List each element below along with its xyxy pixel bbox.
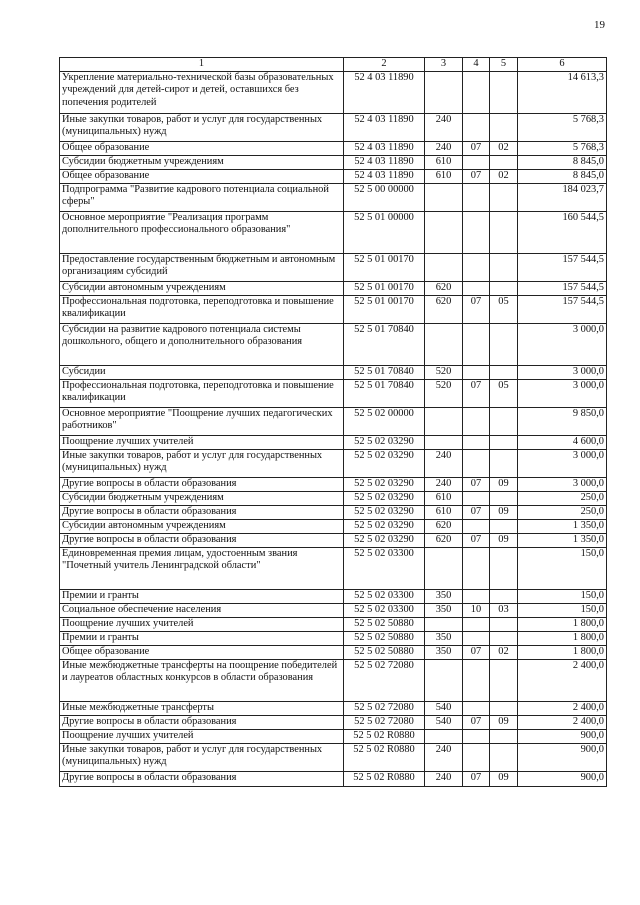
- row-subsection: [490, 701, 518, 715]
- row-expense-type: [425, 183, 463, 211]
- row-code: 52 4 03 11890: [344, 155, 425, 169]
- row-subsection: [490, 729, 518, 743]
- row-code: 52 5 01 70840: [344, 379, 425, 407]
- row-expense-type: 610: [425, 505, 463, 519]
- table-row: [60, 715, 607, 729]
- row-section: [463, 365, 490, 379]
- row-amount: 5 768,3: [518, 141, 607, 155]
- row-section: [463, 617, 490, 631]
- row-name: Другие вопросы в области образования: [60, 771, 344, 786]
- row-amount: 900,0: [518, 771, 607, 786]
- row-name: Предоставление государственным бюджетным и автономным организациям субсидий: [60, 253, 344, 281]
- row-name: Субсидии на развитие кадрового потенциала системы дошкольного, общего и дополнительного образования: [60, 323, 344, 365]
- row-expense-type: 350: [425, 631, 463, 645]
- row-name: Общее образование: [60, 645, 344, 659]
- column-header: 2: [344, 58, 425, 72]
- row-amount: 184 023,7: [518, 183, 607, 211]
- row-section: 07: [463, 169, 490, 183]
- row-amount: 1 350,0: [518, 519, 607, 533]
- row-name: Субсидии автономным учреждениям: [60, 281, 344, 295]
- row-section: [463, 743, 490, 771]
- table-row: [60, 547, 607, 589]
- row-code: 52 5 02 50880: [344, 631, 425, 645]
- row-amount: 150,0: [518, 547, 607, 589]
- row-name: Другие вопросы в области образования: [60, 715, 344, 729]
- table-row: [60, 701, 607, 715]
- row-section: [463, 547, 490, 589]
- row-amount: 2 400,0: [518, 715, 607, 729]
- row-subsection: 09: [490, 715, 518, 729]
- row-subsection: 02: [490, 141, 518, 155]
- row-subsection: 09: [490, 505, 518, 519]
- row-expense-type: 520: [425, 379, 463, 407]
- column-header: 1: [60, 58, 344, 72]
- row-amount: 14 613,3: [518, 71, 607, 113]
- row-code: 52 5 02 72080: [344, 659, 425, 701]
- table-row: [60, 771, 607, 786]
- row-amount: 1 800,0: [518, 645, 607, 659]
- row-section: [463, 407, 490, 435]
- table-row: [60, 491, 607, 505]
- row-code: 52 5 02 03290: [344, 533, 425, 547]
- row-expense-type: 350: [425, 589, 463, 603]
- row-subsection: [490, 617, 518, 631]
- row-amount: 250,0: [518, 505, 607, 519]
- row-name: Субсидии: [60, 365, 344, 379]
- table-row: [60, 295, 607, 323]
- page-number: 19: [594, 19, 605, 31]
- row-name: Единовременная премия лицам, удостоенным звания "Почетный учитель Ленинградской области": [60, 547, 344, 589]
- budget-table: [59, 57, 607, 787]
- row-expense-type: 610: [425, 491, 463, 505]
- row-section: 07: [463, 477, 490, 491]
- table-row: [60, 589, 607, 603]
- row-section: [463, 281, 490, 295]
- column-header: 6: [518, 58, 607, 72]
- row-code: 52 5 01 00170: [344, 281, 425, 295]
- table-header-row: [60, 58, 607, 72]
- row-code: 52 5 02 72080: [344, 701, 425, 715]
- row-name: Профессиональная подготовка, переподготовка и повышение квалификации: [60, 379, 344, 407]
- row-section: [463, 589, 490, 603]
- row-name: Иные межбюджетные трансферты на поощрение победителей и лауреатов областных конкурсов в области образования: [60, 659, 344, 701]
- row-amount: 1 800,0: [518, 617, 607, 631]
- row-expense-type: [425, 659, 463, 701]
- row-amount: 160 544,5: [518, 211, 607, 253]
- row-section: [463, 449, 490, 477]
- row-subsection: 09: [490, 771, 518, 786]
- row-code: 52 5 02 03300: [344, 589, 425, 603]
- table-row: [60, 253, 607, 281]
- row-subsection: 02: [490, 169, 518, 183]
- table-row: [60, 183, 607, 211]
- table-row: [60, 435, 607, 449]
- row-expense-type: 240: [425, 477, 463, 491]
- row-section: 07: [463, 379, 490, 407]
- row-code: 52 5 00 00000: [344, 183, 425, 211]
- row-expense-type: 540: [425, 701, 463, 715]
- row-amount: 900,0: [518, 729, 607, 743]
- table-row: [60, 603, 607, 617]
- row-name: Поощрение лучших учителей: [60, 435, 344, 449]
- row-section: 07: [463, 505, 490, 519]
- row-code: 52 5 02 50880: [344, 617, 425, 631]
- row-expense-type: 610: [425, 169, 463, 183]
- row-section: [463, 729, 490, 743]
- row-subsection: [490, 183, 518, 211]
- row-name: Социальное обеспечение населения: [60, 603, 344, 617]
- row-section: [463, 519, 490, 533]
- row-section: 07: [463, 533, 490, 547]
- row-code: 52 4 03 11890: [344, 169, 425, 183]
- row-code: 52 5 02 03290: [344, 519, 425, 533]
- row-code: 52 5 02 03290: [344, 435, 425, 449]
- row-expense-type: 620: [425, 533, 463, 547]
- row-name: Профессиональная подготовка, переподготовка и повышение квалификации: [60, 295, 344, 323]
- row-amount: 157 544,5: [518, 253, 607, 281]
- row-name: Поощрение лучших учителей: [60, 729, 344, 743]
- row-name: Другие вопросы в области образования: [60, 505, 344, 519]
- row-code: 52 5 01 70840: [344, 323, 425, 365]
- row-name: Премии и гранты: [60, 589, 344, 603]
- row-name: Другие вопросы в области образования: [60, 477, 344, 491]
- row-amount: 3 000,0: [518, 477, 607, 491]
- row-expense-type: 620: [425, 295, 463, 323]
- row-expense-type: 240: [425, 449, 463, 477]
- row-code: 52 4 03 11890: [344, 113, 425, 141]
- table-row: [60, 155, 607, 169]
- row-code: 52 5 01 00170: [344, 253, 425, 281]
- row-expense-type: 240: [425, 141, 463, 155]
- row-subsection: [490, 547, 518, 589]
- row-amount: 1 800,0: [518, 631, 607, 645]
- row-expense-type: 520: [425, 365, 463, 379]
- row-expense-type: 240: [425, 771, 463, 786]
- row-subsection: [490, 113, 518, 141]
- row-section: [463, 211, 490, 253]
- row-expense-type: [425, 71, 463, 113]
- table-row: [60, 323, 607, 365]
- row-subsection: 09: [490, 533, 518, 547]
- row-code: 52 5 02 00000: [344, 407, 425, 435]
- table-row: [60, 71, 607, 113]
- table-row: [60, 533, 607, 547]
- table-row: [60, 365, 607, 379]
- row-expense-type: [425, 211, 463, 253]
- row-code: 52 5 02 03300: [344, 603, 425, 617]
- row-section: 07: [463, 771, 490, 786]
- row-amount: 1 350,0: [518, 533, 607, 547]
- row-code: 52 5 02 R0880: [344, 743, 425, 771]
- table-row: [60, 113, 607, 141]
- row-section: 07: [463, 715, 490, 729]
- row-amount: 157 544,5: [518, 295, 607, 323]
- row-name: Общее образование: [60, 169, 344, 183]
- table-row: [60, 477, 607, 491]
- row-section: 07: [463, 141, 490, 155]
- row-section: [463, 155, 490, 169]
- column-header: 3: [425, 58, 463, 72]
- row-amount: 250,0: [518, 491, 607, 505]
- table-row: [60, 617, 607, 631]
- row-amount: 150,0: [518, 603, 607, 617]
- row-amount: 3 000,0: [518, 449, 607, 477]
- row-code: 52 5 02 03290: [344, 449, 425, 477]
- row-section: 10: [463, 603, 490, 617]
- table-row: [60, 743, 607, 771]
- row-subsection: 02: [490, 645, 518, 659]
- row-name: Иные закупки товаров, работ и услуг для государственных (муниципальных) нужд: [60, 449, 344, 477]
- row-name: Премии и гранты: [60, 631, 344, 645]
- row-code: 52 5 02 03290: [344, 491, 425, 505]
- row-expense-type: [425, 253, 463, 281]
- row-subsection: [490, 743, 518, 771]
- row-amount: 8 845,0: [518, 155, 607, 169]
- row-expense-type: [425, 435, 463, 449]
- row-name: Субсидии автономным учреждениям: [60, 519, 344, 533]
- row-amount: 3 000,0: [518, 365, 607, 379]
- table-row: [60, 281, 607, 295]
- table-row: [60, 169, 607, 183]
- table-row: [60, 407, 607, 435]
- row-subsection: [490, 211, 518, 253]
- column-header: 5: [490, 58, 518, 72]
- row-expense-type: 350: [425, 603, 463, 617]
- row-subsection: 05: [490, 295, 518, 323]
- row-amount: 9 850,0: [518, 407, 607, 435]
- row-amount: 2 400,0: [518, 701, 607, 715]
- row-section: 07: [463, 295, 490, 323]
- row-expense-type: 620: [425, 281, 463, 295]
- row-subsection: [490, 365, 518, 379]
- row-name: Иные межбюджетные трансферты: [60, 701, 344, 715]
- row-name: Подпрограмма "Развитие кадрового потенциала социальной сферы": [60, 183, 344, 211]
- row-subsection: [490, 449, 518, 477]
- row-section: [463, 71, 490, 113]
- row-amount: 5 768,3: [518, 113, 607, 141]
- row-expense-type: [425, 407, 463, 435]
- row-expense-type: 240: [425, 113, 463, 141]
- row-section: [463, 323, 490, 365]
- row-subsection: [490, 519, 518, 533]
- row-amount: 4 600,0: [518, 435, 607, 449]
- row-expense-type: [425, 323, 463, 365]
- row-amount: 2 400,0: [518, 659, 607, 701]
- row-subsection: 03: [490, 603, 518, 617]
- row-code: 52 5 02 03290: [344, 505, 425, 519]
- row-section: 07: [463, 645, 490, 659]
- row-code: 52 5 02 R0880: [344, 771, 425, 786]
- row-section: [463, 183, 490, 211]
- row-subsection: [490, 323, 518, 365]
- row-expense-type: 620: [425, 519, 463, 533]
- row-subsection: 09: [490, 477, 518, 491]
- column-header: 4: [463, 58, 490, 72]
- row-name: Поощрение лучших учителей: [60, 617, 344, 631]
- table-row: [60, 631, 607, 645]
- row-expense-type: [425, 729, 463, 743]
- row-name: Общее образование: [60, 141, 344, 155]
- row-amount: 8 845,0: [518, 169, 607, 183]
- table-row: [60, 379, 607, 407]
- row-name: Иные закупки товаров, работ и услуг для государственных (муниципальных) нужд: [60, 113, 344, 141]
- row-name: Укрепление материально-технической базы образовательных учреждений для детей-сирот и детей, оставшихся без попечения родителей: [60, 71, 344, 113]
- row-name: Иные закупки товаров, работ и услуг для государственных (муниципальных) нужд: [60, 743, 344, 771]
- row-subsection: [490, 281, 518, 295]
- row-expense-type: 240: [425, 743, 463, 771]
- row-code: 52 4 03 11890: [344, 71, 425, 113]
- row-section: [463, 435, 490, 449]
- row-amount: 150,0: [518, 589, 607, 603]
- row-section: [463, 659, 490, 701]
- row-section: [463, 113, 490, 141]
- row-name: Другие вопросы в области образования: [60, 533, 344, 547]
- table-row: [60, 659, 607, 701]
- row-subsection: [490, 155, 518, 169]
- row-name: Субсидии бюджетным учреждениям: [60, 155, 344, 169]
- table-row: [60, 519, 607, 533]
- row-name: Субсидии бюджетным учреждениям: [60, 491, 344, 505]
- row-name: Основное мероприятие "Поощрение лучших педагогических работников": [60, 407, 344, 435]
- row-section: [463, 253, 490, 281]
- row-subsection: [490, 71, 518, 113]
- row-amount: 157 544,5: [518, 281, 607, 295]
- row-section: [463, 701, 490, 715]
- row-subsection: [490, 407, 518, 435]
- row-name: Основное мероприятие "Реализация программ дополнительного профессионального образования": [60, 211, 344, 253]
- row-code: 52 5 02 50880: [344, 645, 425, 659]
- row-amount: 3 000,0: [518, 323, 607, 365]
- row-code: 52 5 02 R0880: [344, 729, 425, 743]
- row-subsection: [490, 435, 518, 449]
- row-subsection: [490, 253, 518, 281]
- row-expense-type: [425, 547, 463, 589]
- row-code: 52 4 03 11890: [344, 141, 425, 155]
- row-expense-type: 610: [425, 155, 463, 169]
- table-row: [60, 449, 607, 477]
- row-section: [463, 631, 490, 645]
- row-code: 52 5 02 03290: [344, 477, 425, 491]
- row-amount: 3 000,0: [518, 379, 607, 407]
- row-section: [463, 491, 490, 505]
- row-subsection: [490, 491, 518, 505]
- row-expense-type: [425, 617, 463, 631]
- table-row: [60, 505, 607, 519]
- row-code: 52 5 01 00000: [344, 211, 425, 253]
- table-row: [60, 645, 607, 659]
- row-subsection: [490, 631, 518, 645]
- row-code: 52 5 02 03300: [344, 547, 425, 589]
- row-amount: 900,0: [518, 743, 607, 771]
- row-code: 52 5 01 70840: [344, 365, 425, 379]
- row-code: 52 5 01 00170: [344, 295, 425, 323]
- row-expense-type: 540: [425, 715, 463, 729]
- table-row: [60, 211, 607, 253]
- table-row: [60, 729, 607, 743]
- table-row: [60, 141, 607, 155]
- row-subsection: 05: [490, 379, 518, 407]
- row-subsection: [490, 589, 518, 603]
- row-expense-type: 350: [425, 645, 463, 659]
- row-code: 52 5 02 72080: [344, 715, 425, 729]
- row-subsection: [490, 659, 518, 701]
